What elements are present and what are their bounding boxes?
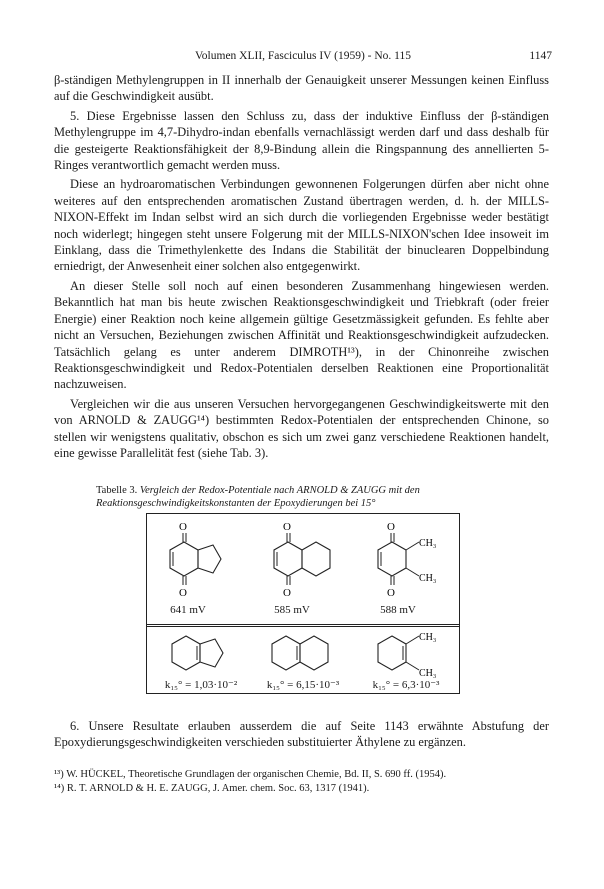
table-caption-text: Vergleich der Redox-Potentiale nach ARNOLD & ZAUGG mit den Reaktionsgeschwindigkeitskonstanten der Epoxydierungen bei 15° [96, 485, 420, 509]
paragraph-5: Vergleichen wir die aus unseren Versuchen hervorgegangenen Geschwindigkeitswerte mit den von ARNOLD & ZAUGG¹⁴) bestimmten Redox-Potentialen der entsprechenden Chinone, so stellen wir wenigstens qualitativ, obschon es sich um zwei ganz verschiedene Reaktionen handelt, eine gewisse Parallelität fest (siehe Tab. 3). [54, 396, 549, 460]
running-header [54, 50, 552, 62]
methyl-label: CH₃ [419, 538, 437, 549]
paragraph-2: 5. Diese Ergebnisse lassen den Schluss zu, dass der induktive Einfluss der β-ständigen Methylengruppe im 4,7-Dihydro-indan ebenfalls vernachlässigt werden darf und dass deshalb für die gesteigerte Reaktionsfähigkeit der 8,9-Bindung allein die Ringspannung des annellierten 5-Ringes verantwortlich gemacht werden muss. [54, 108, 549, 173]
footnote-14: ¹⁴) R. T. ARNOLD & H. E. ZAUGG, J. Amer. chem. Soc. 63, 1317 (1941). [54, 783, 370, 794]
quinone-structure-tetralin [265, 520, 345, 602]
hydrocarbon-structure-dimethyl [369, 628, 457, 678]
table-caption [96, 484, 516, 510]
oxygen-label: O [387, 521, 395, 533]
body-text [54, 72, 549, 464]
quinone-structure-indan [161, 520, 241, 602]
oxygen-label: O [387, 587, 395, 599]
table-caption-label: Tabelle 3. [96, 485, 138, 496]
oxygen-label: O [283, 587, 291, 599]
redox-potential-3: 588 mV [380, 604, 416, 616]
page-number: 1147 [529, 50, 552, 62]
rate-constant-3: k₁₅° = 6,3·10⁻³ [372, 679, 440, 691]
paragraph-3: Diese an hydroaromatischen Verbindungen gewonnenen Folgerungen dürfen aber nicht ohne weiteres auf den entsprechenden aromatischen Zustand übertragen werden, d. h. der MILLS-NIXON-Effekt im Indan selbst wird an sich durch die vorliegenden Ergebnisse weder bestätigt noch widerlegt; hingegen steht unsere Folgerung mit der MILLS-NIXON'schen Idee insoweit im Einklang, dass die Trimethylenkette des Indans die Stabilität der binuclearen Doppelbindung erniedrigt, der Anwesenheit einer solchen also entgegenwirkt. [54, 177, 549, 274]
paragraph-1: β-ständigen Methylengruppen in II innerhalb der Genauigkeit unserer Messungen keinen Einfluss auf die Geschwindigkeit ausübt. [54, 73, 549, 104]
oxygen-label: O [179, 521, 187, 533]
quinone-structure-dimethyl [369, 520, 457, 602]
methyl-label: CH₃ [419, 632, 437, 643]
hydrocarbon-structure-tetralin [263, 632, 343, 674]
footnotes [54, 768, 549, 796]
paragraph-6: 6. Unsere Resultate erlauben ausserdem die auf Seite 1143 erwähnte Abstufung der Epoxydierungsgeschwindigkeiten verschieden substituierter Äthylene zu ergänzen. [54, 719, 549, 750]
paragraph-4: An dieser Stelle soll noch auf einen besonderen Zusammenhang hingewiesen werden. Bekanntlich hat man bis heute zwischen Reaktionsgeschwindigkeit und Triebkraft (oder freier Energie) einer Reaktion noch keine allgemein gültige Gesetzmässigkeit gefunden. Es fehlte aber nicht an Versuchen, Beziehungen zwischen Affinität und Reaktionsgeschwindigkeit aufzudecken. Tatsächlich gelang es unter anderem DIMROTH¹³), in der Chinonreihe zwischen Reaktionsgeschwindigkeit und Redox-Potentialen derselben Reaktionen eine Proportionalität nachzuweisen. [54, 278, 549, 392]
hydrocarbon-structure-indan [163, 632, 243, 674]
table-divider [147, 624, 459, 625]
table-divider [147, 626, 459, 627]
oxygen-label: O [179, 587, 187, 599]
rate-constant-2: k₁₅° = 6,15·10⁻³ [266, 679, 340, 691]
rate-constant-1: k₁₅° = 1,03·10⁻² [164, 679, 238, 691]
redox-potential-1: 641 mV [170, 604, 206, 616]
methyl-label: CH₃ [419, 573, 437, 584]
methyl-label: CH₃ [419, 668, 437, 678]
redox-potential-2: 585 mV [274, 604, 310, 616]
table-3 [146, 513, 460, 694]
oxygen-label: O [283, 521, 291, 533]
footnote-13: ¹³) W. HÜCKEL, Theoretische Grundlagen der organischen Chemie, Bd. II, S. 690 ff. (1954). [54, 769, 447, 780]
running-title: Volumen XLII, Fasciculus IV (1959) - No. 115 [194, 50, 412, 62]
